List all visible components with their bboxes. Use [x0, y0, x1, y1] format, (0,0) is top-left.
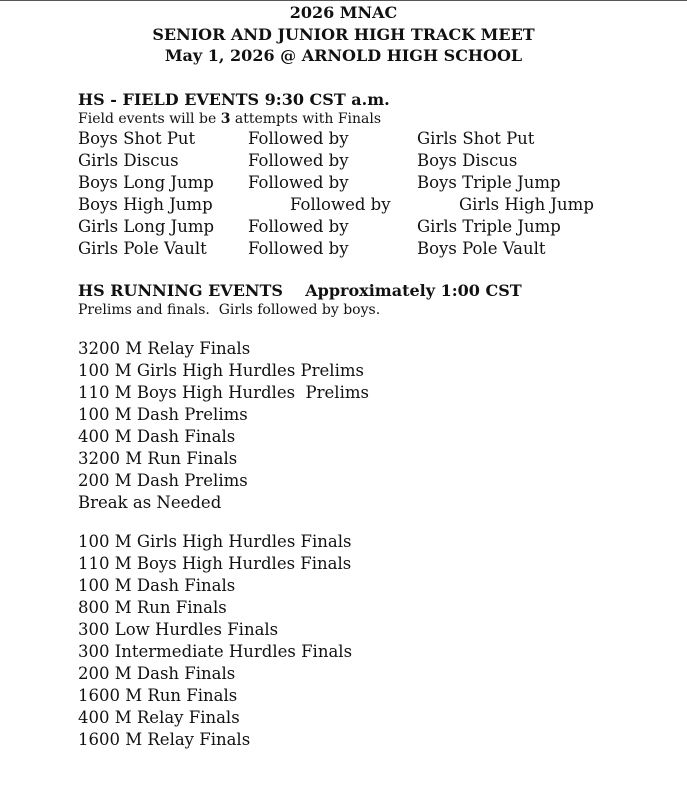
first-event: Girls Pole Vault	[78, 239, 207, 258]
list-item: Break as Needed	[78, 493, 222, 512]
first-event: Girls Discus	[78, 151, 179, 170]
list-item: 200 M Dash Prelims	[78, 471, 248, 490]
list-item: 800 M Run Finals	[78, 598, 227, 617]
first-event: Girls Long Jump	[78, 217, 215, 236]
attempts-count: 3	[220, 111, 231, 127]
field-events-note	[78, 110, 678, 128]
list-item: 110 M Boys High Hurdles Prelims	[78, 383, 369, 402]
list-item: 1600 M Run Finals	[78, 686, 238, 705]
field-events-title: HS - FIELD EVENTS 9:30 CST a.m.	[78, 90, 390, 109]
followed-by: Followed by	[248, 239, 349, 258]
list-item: 200 M Dash Finals	[78, 664, 236, 683]
second-event: Boys Pole Vault	[417, 239, 546, 258]
meet-title: 2026 MNAC	[289, 3, 398, 22]
second-event: Girls Triple Jump	[417, 217, 561, 236]
field-event-row	[78, 128, 678, 150]
document-header	[0, 2, 687, 67]
running-events-list-1	[78, 338, 369, 514]
field-events-note-prefix: Field events will be	[78, 111, 221, 127]
meet-subtitle: SENIOR AND JUNIOR HIGH TRACK MEET	[152, 24, 535, 44]
list-item: 400 M Dash Finals	[78, 427, 236, 446]
first-event: Boys Long Jump	[78, 173, 214, 192]
second-event: Girls Shot Put	[417, 129, 535, 148]
field-event-row	[78, 194, 678, 216]
followed-by: Followed by	[248, 129, 349, 148]
field-event-row	[78, 172, 678, 194]
list-item: 100 M Dash Finals	[78, 576, 236, 595]
list-item: 100 M Girls High Hurdles Prelims	[78, 361, 364, 380]
second-event: Boys Discus	[417, 151, 518, 170]
running-events-note: Prelims and finals. Girls followed by boys.	[78, 302, 381, 318]
list-item: 300 Intermediate Hurdles Finals	[78, 642, 353, 661]
list-item: 100 M Dash Prelims	[78, 405, 248, 424]
field-event-row	[78, 216, 678, 238]
list-item: 3200 M Relay Finals	[78, 339, 251, 358]
second-event: Boys Triple Jump	[417, 173, 561, 192]
field-events-note-suffix: attempts with Finals	[230, 111, 382, 127]
followed-by: Followed by	[290, 195, 391, 214]
list-item: 110 M Boys High Hurdles Finals	[78, 554, 352, 573]
followed-by: Followed by	[248, 217, 349, 236]
field-event-row	[78, 238, 678, 260]
top-rule	[0, 0, 687, 1]
field-event-row	[78, 150, 678, 172]
second-event: Girls High Jump	[459, 195, 594, 214]
list-item: 400 M Relay Finals	[78, 708, 240, 727]
list-item: 100 M Girls High Hurdles Finals	[78, 532, 352, 551]
running-events-list-2	[78, 531, 352, 751]
followed-by: Followed by	[248, 173, 349, 192]
followed-by: Followed by	[248, 151, 349, 170]
field-events-section	[78, 90, 678, 260]
list-item: 300 Low Hurdles Finals	[78, 620, 279, 639]
meet-date-location: May 1, 2026 @ ARNOLD HIGH SCHOOL	[164, 46, 523, 65]
first-event: Boys Shot Put	[78, 129, 196, 148]
first-event: Boys High Jump	[78, 195, 213, 214]
running-events-section	[78, 281, 678, 319]
list-item: 1600 M Relay Finals	[78, 730, 251, 749]
running-events-title: HS RUNNING EVENTS Approximately 1:00 CST	[78, 281, 522, 300]
list-item: 3200 M Run Finals	[78, 449, 238, 468]
